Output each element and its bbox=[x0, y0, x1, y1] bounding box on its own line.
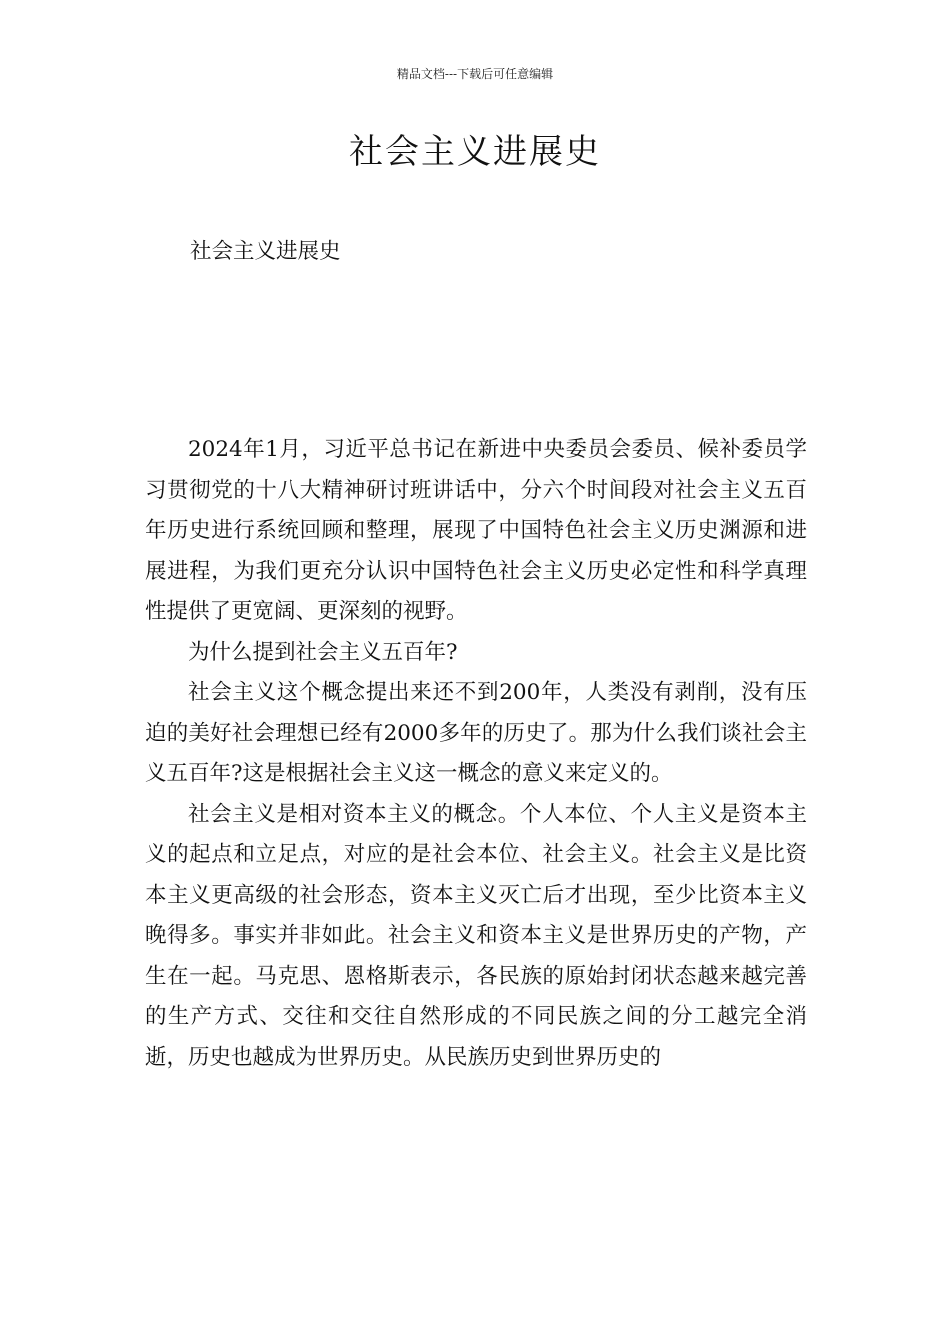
paragraph-1: 2024年1月，习近平总书记在新进中央委员会委员、候补委员学习贯彻党的十八大精神研讨班讲话中，分六个时间段对社会主义五百年历史进行系统回顾和整理，展现了中国特色社会主义历史渊源和进展进程，为我们更充分认识中国特色社会主义历史必定性和科学真理性提供了更宽阔、更深刻的视野。 bbox=[145, 437, 807, 624]
document-subtitle: 社会主义进展史 bbox=[190, 239, 341, 264]
document-body bbox=[145, 430, 807, 1078]
paragraph-4: 社会主义是相对资本主义的概念。个人本位、个人主义是资本主义的起点和立足点，对应的是社会本位、社会主义。社会主义是比资本主义更高级的社会形态，资本主义灭亡后才出现，至少比资本主义晚得多。事实并非如此。社会主义和资本主义是世界历史的产物，产生在一起。马克思、恩格斯表示，各民族的原始封闭状态越来越完善的生产方式、交往和交往自然形成的不同民族之间的分工越完全消逝，历史也越成为世界历史。从民族历史到世界历史的 bbox=[145, 801, 807, 1070]
paragraph-3: 社会主义这个概念提出来还不到200年，人类没有剥削，没有压迫的美好社会理想已经有2000多年的历史了。那为什么我们谈社会主义五百年?这是根据社会主义这一概念的意义来定义的。 bbox=[145, 680, 807, 786]
header-note: 精品文档---下载后可任意编辑 bbox=[396, 67, 554, 81]
paragraph-2: 为什么提到社会主义五百年? bbox=[188, 639, 458, 665]
document-title: 社会主义进展史 bbox=[349, 132, 601, 172]
